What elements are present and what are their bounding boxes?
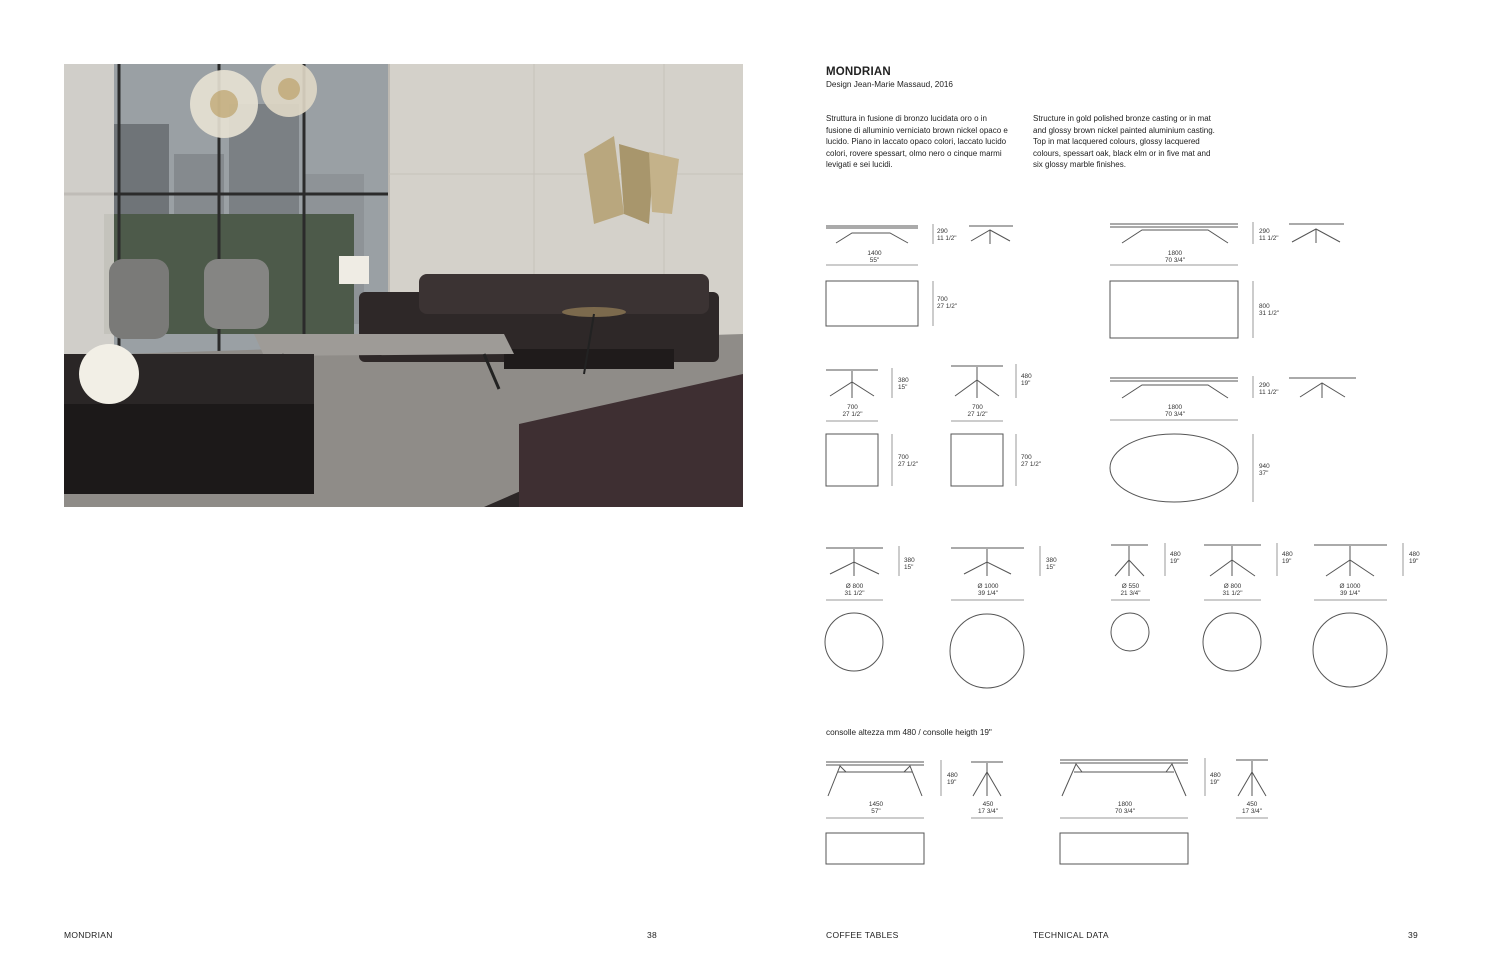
dim-square-700-low-width: 700 27 1/2"	[842, 404, 863, 418]
drawing-rect-1800-plan	[1110, 281, 1238, 338]
dim-consolle-1800-height: 480 19"	[1210, 772, 1221, 786]
dim-consolle-1450-width: 1450 57"	[868, 801, 884, 815]
dim-round-550-high-height: 480 19"	[1170, 551, 1181, 565]
consolle-heading: consolle altezza mm 480 / consolle heigth 19"	[826, 728, 992, 737]
dim-round-550-high-diameter: Ø 550 21 3/4"	[1120, 583, 1141, 597]
drawing-round-1000-low-plan	[950, 614, 1024, 688]
dim-rect-1800-depth: 800 31 1/2"	[1259, 303, 1280, 317]
dim-square-700-high-width: 700 27 1/2"	[967, 404, 988, 418]
dim-rect-1400-width: 1400 55"	[867, 250, 882, 264]
dim-round-800-low-height: 380 15"	[904, 557, 915, 571]
dim-round-1000-low-diameter: Ø 1000 39 1/4"	[977, 583, 999, 597]
product-title: MONDRIAN	[826, 66, 891, 78]
dim-round-800-high-height: 480 19"	[1282, 551, 1293, 565]
dim-square-700-low-depth: 700 27 1/2"	[898, 454, 919, 468]
dim-round-1000-high-height: 480 19"	[1409, 551, 1420, 565]
footer-subsection: TECHNICAL DATA	[1033, 930, 1109, 940]
dim-round-1000-high-diameter: Ø 1000 39 1/4"	[1339, 583, 1361, 597]
drawing-rect-1800-side	[1289, 224, 1344, 243]
dim-square-700-high-height: 480 19"	[1021, 373, 1032, 387]
drawing-consolle-1450-plan	[826, 833, 924, 864]
dim-round-800-low-diameter: Ø 800 31 1/2"	[844, 583, 865, 597]
footer-left-page-number: 38	[647, 930, 658, 940]
drawing-oval-1800-side	[1289, 378, 1356, 398]
drawing-rect-1400-side	[969, 226, 1013, 244]
dim-round-800-high-diameter: Ø 800 31 1/2"	[1222, 583, 1243, 597]
drawing-square-700-high-plan	[951, 434, 1003, 486]
footer-right-page-number: 39	[1408, 930, 1419, 940]
dim-square-700-low-height: 380 15"	[898, 377, 909, 391]
dim-oval-1800-width: 1800 70 3/4"	[1164, 404, 1186, 418]
dim-rect-1800-height: 290 11 1/2"	[1259, 228, 1279, 242]
dim-rect-1400-height: 290 11 1/2"	[937, 228, 957, 242]
dim-rect-1800-width: 1800 70 3/4"	[1164, 250, 1186, 264]
dim-oval-1800-depth: 940 37"	[1259, 463, 1270, 477]
dim-consolle-1800-side: 450 17 3/4"	[1241, 801, 1263, 815]
drawing-round-550-high-plan	[1111, 613, 1149, 651]
drawing-consolle-1800-plan	[1060, 833, 1188, 864]
description-italian: Struttura in fusione di bronzo lucidata oro o in fusione di alluminio verniciato brown nickel opaco e lucido. Piano in laccato opaco colori, laccato lucido colori, rovere spessart, olmo nero o cinque marmi levigati e sei lucidi.	[826, 114, 1008, 169]
dim-consolle-1450-side: 450 17 3/4"	[977, 801, 999, 815]
dim-consolle-1450-height: 480 19"	[947, 772, 958, 786]
dim-consolle-1800-width: 1800 70 3/4"	[1114, 801, 1136, 815]
drawing-round-800-low-plan	[825, 613, 883, 671]
dim-oval-1800-height: 290 11 1/2"	[1259, 382, 1279, 396]
description-english: Structure in gold polished bronze casting or in mat and glossy brown nickel painted aluminium casting. Top in mat lacquered colours, glossy lacquered colours, spessart oak, black elm or in five mat and six glossy marble finishes.	[1033, 114, 1215, 169]
designer-credit: Design Jean-Marie Massaud, 2016	[826, 80, 953, 89]
drawing-rect-1400-plan	[826, 281, 918, 326]
dim-rect-1400-depth: 700 27 1/2"	[937, 296, 958, 310]
drawing-square-700-low-plan	[826, 434, 878, 486]
dim-round-1000-low-height: 380 15"	[1046, 557, 1057, 571]
dim-square-700-high-depth: 700 27 1/2"	[1021, 454, 1042, 468]
footer-section: COFFEE TABLES	[826, 930, 899, 940]
drawing-round-1000-high-plan	[1313, 613, 1387, 687]
footer-left-title: MONDRIAN	[64, 930, 113, 940]
drawing-oval-1800-plan	[1110, 434, 1238, 502]
drawing-round-800-high-plan	[1203, 613, 1261, 671]
